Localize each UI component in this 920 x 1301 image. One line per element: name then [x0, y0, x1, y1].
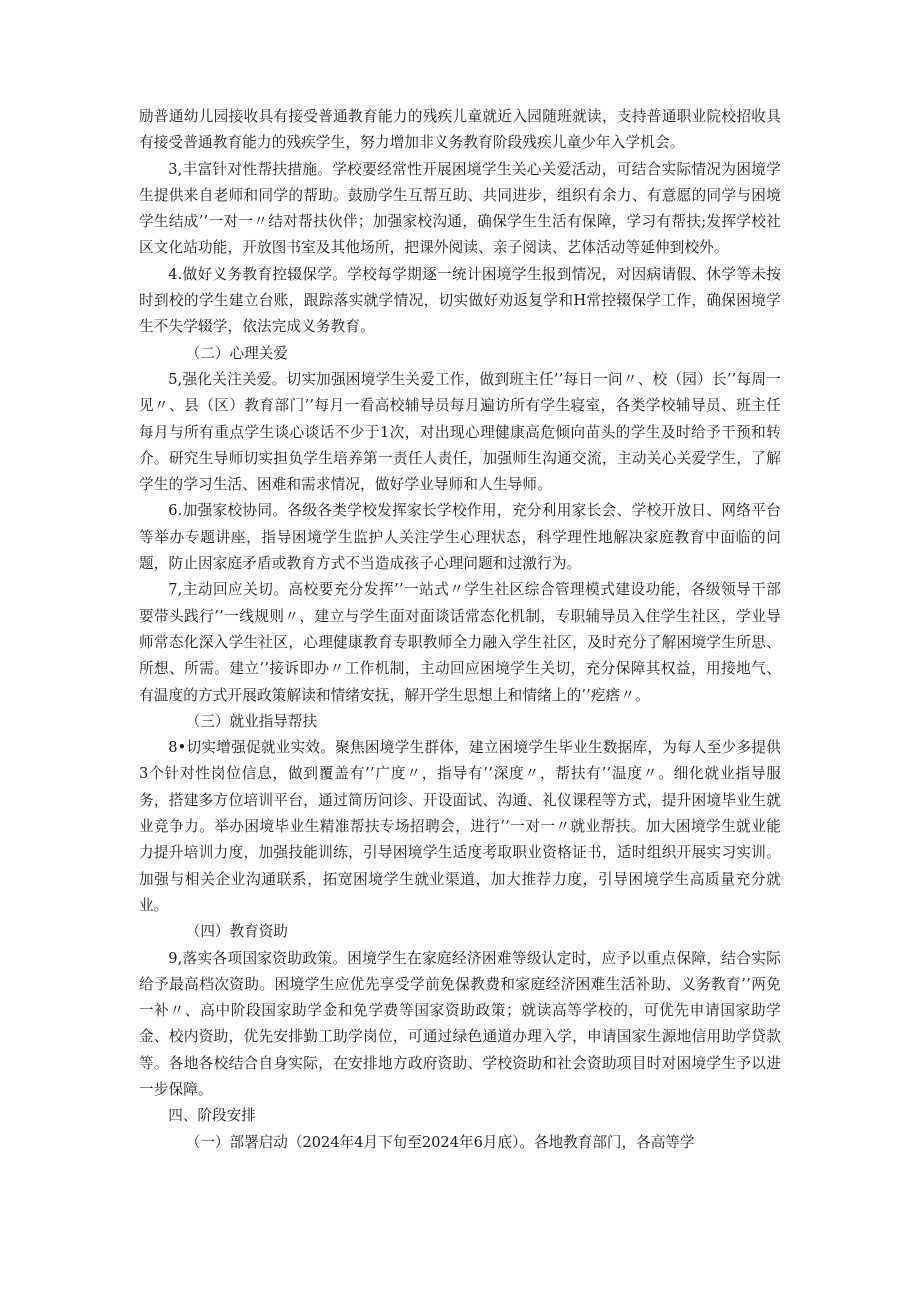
paragraph-item-6: 6.加强家校协同。各级各类学校发挥家长学校作用，充分利用家长会、学校开放日、网络平台等举办专题讲座，指导困境学生监护人关注学生心理状态，科学理性地解决家庭教育中面临的问题，防止因家庭矛盾或教育方式不当造成孩子心理问题和过激行为。	[139, 502, 781, 573]
section-heading-education-aid: （四）教育资助	[185, 923, 288, 941]
paragraph-item-8: 8•切实增强促就业实效。聚焦困境学生群体，建立困境学生毕业生数据库，为每人至少多提供3个针对性岗位信息，做到覆盖有’’广度〃，指导有’’深度〃，帮扶有’’温度〃。细化就业指导服务，搭建多方位培训平台，通过简历问诊、开设面试、沟通、礼仪课程等方式，提升困境毕业生就业竞争力。举办困境毕业生精准帮扶专场招聘会，进行’’一对一〃就业帮扶。加大困境学生就业能力提升培训力度，加强技能训练，引导困境学生适度考取职业资格证书，适时组织开展实习实训。加强与相关企业沟通联系，拓宽困境学生就业渠道，加大推荐力度，引导困境学生高质量充分就业。	[139, 739, 781, 914]
paragraph-item-7: 7,主动回应关切。高校要充分发挥’’一站式〃学生社区综合管理模式建设功能，各级领导干部要带头践行’’一线规则〃，建立与学生面对面谈话常态化机制，专职辅导员入住学生社区，学业导师常态化深入学生社区，心理健康教育专职教师全力融入学生社区，及时充分了解困境学生所思、所想、所需。建立’’接诉即办〃工作机制，主动回应困境学生关切，充分保障其权益，用接地气、有温度的方式开展政策解读和情绪安抚，解开学生思想上和情绪上的’’疙瘩〃。	[139, 581, 781, 704]
paragraph-item-9: 9,落实各项国家资助政策。困境学生在家庭经济困难等级认定时，应予以重点保障，结合实际给予最高档次资助。困境学生应优先享受学前免保教费和家庭经济困难生活补助、义务教育’’两免一补〃、高中阶段国家助学金和免学费等国家资助政策；就读高等学校的，可优先申请国家助学金、校内资助，优先安排勤工助学岗位，可通过绿色通道办理入学，申请国家生源地信用助学贷款等。各地各校结合自身实际，在安排地方政府资助、学校资助和社会资助项目时对困境学生予以进一步保障。	[139, 949, 781, 1098]
section-heading-employment-guidance: （三）就业指导帮扶	[185, 712, 318, 730]
paragraph-continuation: 励普通幼儿园接收具有接受普通教育能力的残疾儿童就近入园随班就读，支持普通职业院校招收具有接受普通教育能力的残疾学生，努力增加非义务教育阶段残疾儿童少年入学机会。	[139, 108, 781, 152]
document-body	[139, 104, 781, 1156]
section-heading-stage-arrangement: 四、阶段安排	[168, 1107, 256, 1125]
paragraph-item-4: 4.做好义务教育控辍保学。学校每学期逐一统计困境学生报到情况，对因病请假、休学等未按时到校的学生建立台账，跟踪落实就学情况，切实做好劝返复学和H常控辍保学工作，确保困境学生不失学辍学，依法完成义务教育。	[139, 265, 781, 336]
paragraph-item-3: 3,丰富针对性帮扶措施。学校要经常性开展困境学生关心关爱活动，可结合实际情况为困境学生提供来自老师和同学的帮助。鼓励学生互帮互助、共同进步，组织有余力、有意愿的同学与困境学生结成’’一对一〃结对帮扶伙伴；加强家校沟通，确保学生生活有保障，学习有帮扶;发挥学校社区文化站功能，开放图书室及其他场所，把课外阅读、亲子阅读、艺体活动等延伸到校外。	[139, 160, 781, 257]
paragraph-item-5: 5,强化关注关爱。切实加强困境学生关爱工作，做到班主任’’每日一问〃、校（园）长’’每周一见〃、县（区）教育部门’’每月一看高校辅导员每月遍访所有学生寝室，各类学校辅导员、班主任每月与所有重点学生谈心谈话不少于1次，对出现心理健康高危倾向苗头的学生及时给予干预和转介。研究生导师切实担负学生培养第一责任人责任，加强师生沟通交流，主动关心关爱学生，了解学生的学习生活、困难和需求情况，做好学业导师和人生导师。	[139, 370, 781, 494]
section-heading-deployment-launch: （一）部署启动（2024年4月下旬至2024年6月底）。各地教育部门，各高等学	[185, 1133, 695, 1151]
section-heading-psychological-care: （二）心理关爱	[185, 344, 288, 362]
